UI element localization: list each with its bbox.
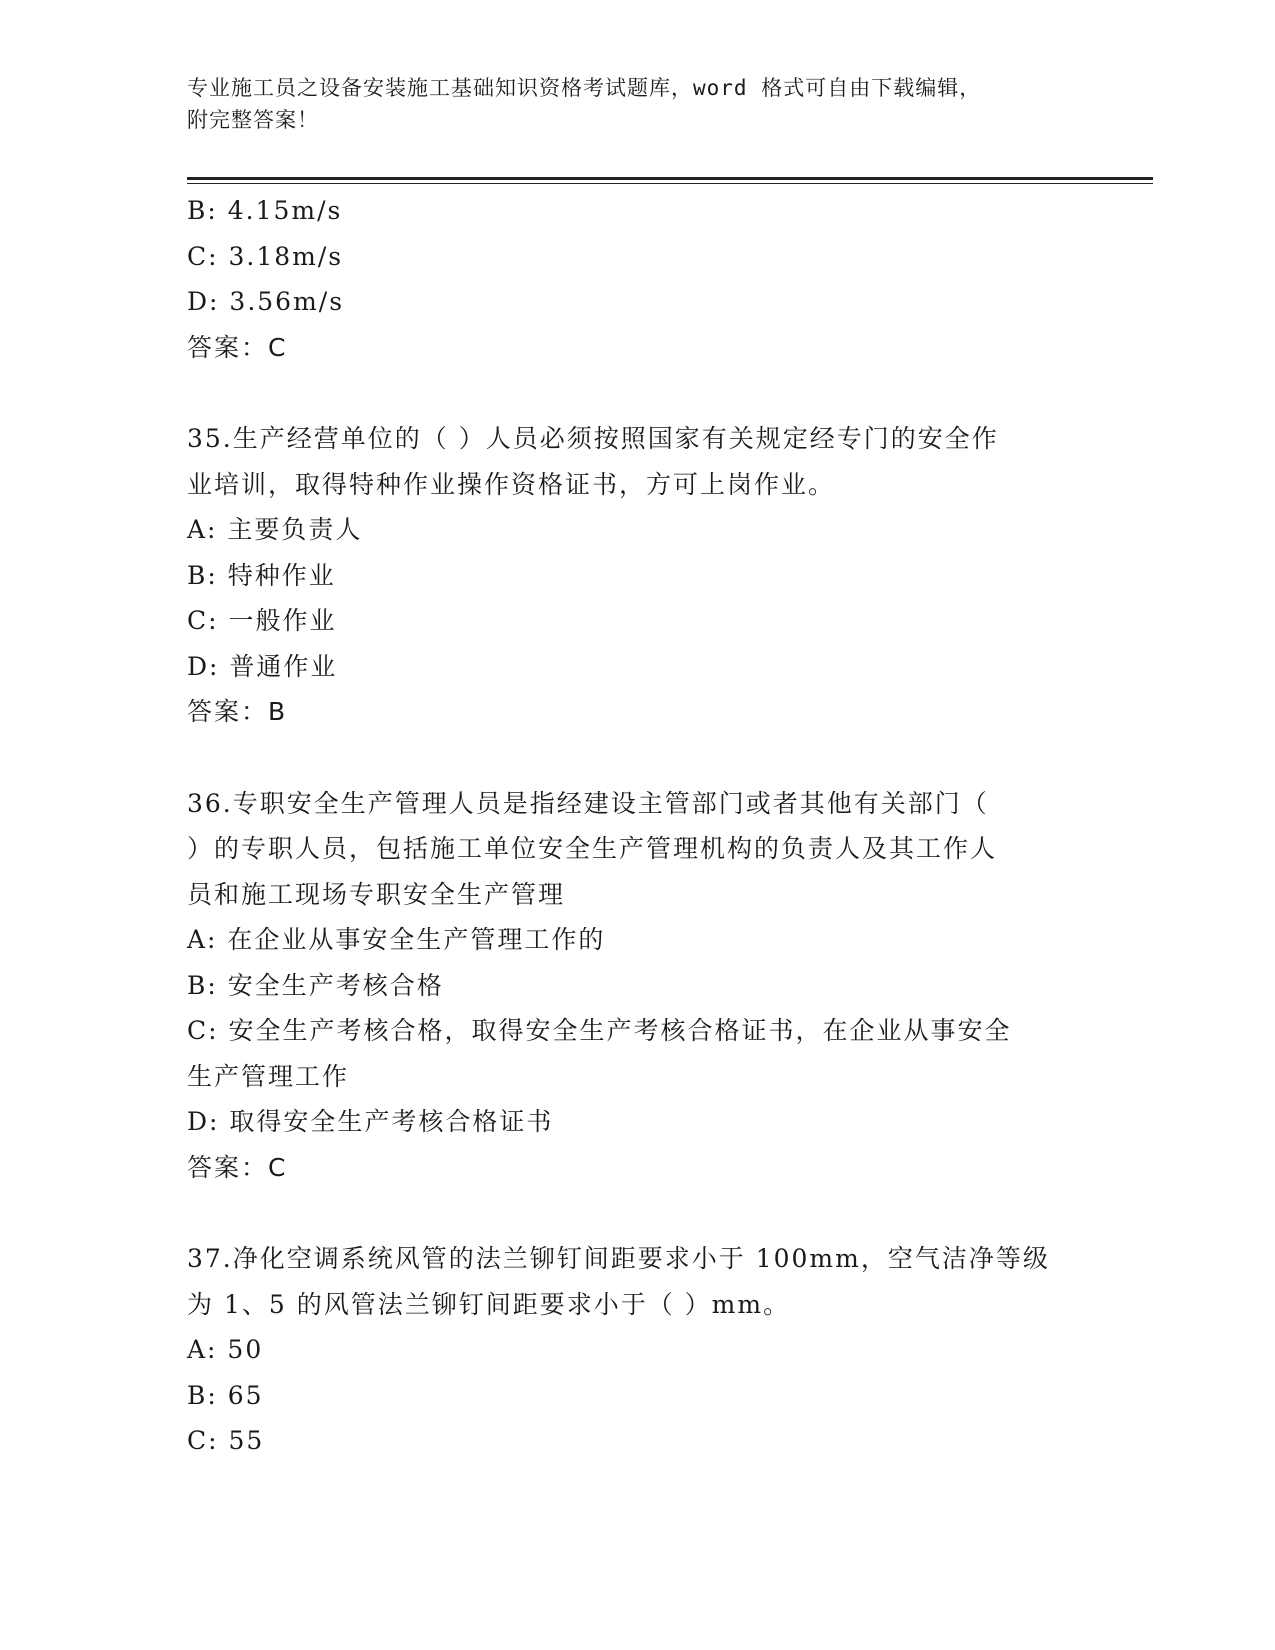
option-b: B: 特种作业 xyxy=(187,560,336,590)
document-body xyxy=(187,188,1087,1464)
option-c: C: 3.18m/s xyxy=(187,241,344,271)
question-34 xyxy=(187,188,1087,370)
spacer xyxy=(187,1190,1087,1236)
question-text-line: 业培训，取得特种作业操作资格证书，方可上岗作业。 xyxy=(187,469,836,499)
question-text-line: 37.净化空调系统风管的法兰铆钉间距要求小于 100mm，空气洁净等级 xyxy=(187,1244,1050,1273)
option-c: C: 55 xyxy=(187,1426,265,1455)
header-line-1: 专业施工员之设备安装施工基础知识资格考试题库，word 格式可自由下载编辑， xyxy=(187,76,982,100)
option-d: D: 普通作业 xyxy=(187,651,338,681)
document-header xyxy=(187,72,1067,136)
question-text-line: ）的专职人员，包括施工单位安全生产管理机构的负责人及其工作人 xyxy=(187,834,998,863)
spacer xyxy=(187,370,1087,416)
question-35 xyxy=(187,416,1087,735)
option-d: D: 3.56m/s xyxy=(187,287,345,316)
option-c: C: 一般作业 xyxy=(187,606,337,635)
option-c: C: 安全生产考核合格，取得安全生产考核合格证书，在企业从事安全 xyxy=(187,1016,1012,1045)
question-36 xyxy=(187,781,1087,1191)
question-text-line: 36.专职安全生产管理人员是指经建设主管部门或者其他有关部门（ xyxy=(187,788,989,818)
question-37 xyxy=(187,1236,1087,1464)
option-a: A: 在企业从事安全生产管理工作的 xyxy=(187,925,606,954)
option-b: B: 4.15m/s xyxy=(187,196,343,225)
option-a: A: 主要负责人 xyxy=(187,515,363,544)
question-text-line: 员和施工现场专职安全生产管理 xyxy=(187,879,566,909)
answer-line: 答案：C xyxy=(187,332,288,362)
answer-line: 答案：C xyxy=(187,1152,288,1182)
question-text-line: 35.生产经营单位的（ ）人员必须按照国家有关规定经专门的安全作 xyxy=(187,424,999,453)
option-a: A: 50 xyxy=(187,1335,264,1364)
option-b: B: 65 xyxy=(187,1380,264,1410)
option-d: D: 取得安全生产考核合格证书 xyxy=(187,1107,554,1136)
question-text-line: 为 1、5 的风管法兰铆钉间距要求小于（ ）mm。 xyxy=(187,1289,791,1319)
header-divider-thick xyxy=(187,177,1153,180)
option-c-continued: 生产管理工作 xyxy=(187,1061,350,1091)
answer-line: 答案：B xyxy=(187,697,288,726)
spacer xyxy=(187,735,1087,781)
header-line-2: 附完整答案！ xyxy=(187,108,319,132)
header-divider-thin xyxy=(187,183,1153,184)
option-b: B: 安全生产考核合格 xyxy=(187,970,444,1000)
